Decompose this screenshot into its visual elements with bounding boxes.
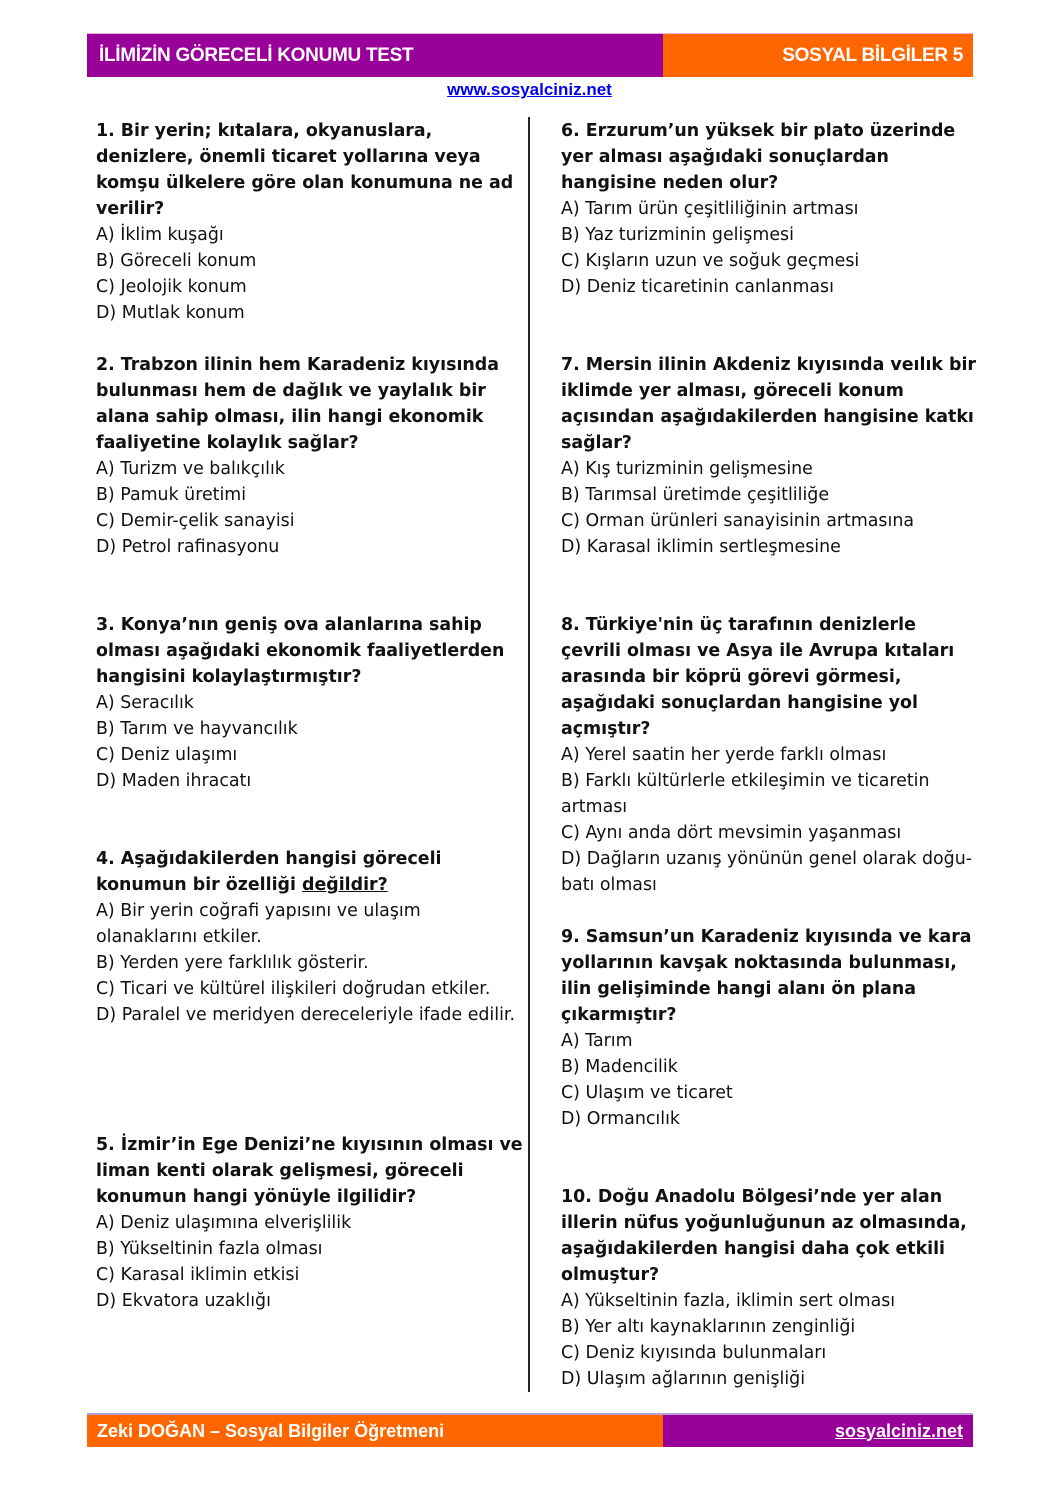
test-title: İLİMİZİN GÖRECELİ KONUMU TEST	[87, 34, 663, 77]
option-c[interactable]: C) Ulaşım ve ticaret	[561, 1083, 733, 1103]
option-a[interactable]: A) Tarım ürün çeşitliliğinin artması	[561, 199, 859, 219]
option-d[interactable]: D) Ekvatora uzaklığı	[96, 1291, 271, 1311]
footer-bar	[87, 1413, 973, 1447]
option-d[interactable]: D) Maden ihracatı	[96, 771, 252, 791]
option-c[interactable]: C) Jeolojik konum	[96, 277, 247, 297]
option-c[interactable]: C) Ticari ve kültürel ilişkileri doğrudan etkiler.	[96, 979, 491, 999]
question-stem: 6. Erzurum’un yüksek bir plato üzerinde yer alması aşağıdaki sonuçlardan hangisine neden olur?	[561, 121, 956, 193]
question-stem: 10. Doğu Anadolu Bölgesi’nde yer alan illerin nüfus yoğunluğunun az olmasında, aşağıdakilerden hangisi daha çok etkili olmuştur?	[561, 1187, 967, 1285]
option-d[interactable]: D) Mutlak konum	[96, 303, 245, 323]
footer-site-container	[663, 1415, 973, 1447]
option-b[interactable]: B) Pamuk üretimi	[96, 485, 247, 505]
question-8	[561, 612, 976, 898]
option-d[interactable]: D) Paralel ve meridyen dereceleriyle ifade edilir.	[96, 1005, 516, 1025]
option-b[interactable]: B) Tarımsal üretimde çeşitliliğe	[561, 485, 830, 505]
question-stem: 8. Türkiye'nin üç tarafının denizlerle çevrili olması ve Asya ile Avrupa kıtaları arasında bir köprü görevi görmesi, aşağıdaki sonuçlardan hangisine yol açmıştır?	[561, 615, 955, 739]
option-a[interactable]: A) Seracılık	[96, 693, 194, 713]
question-5	[96, 1132, 526, 1314]
option-a[interactable]: A) Yükseltinin fazla, iklimin sert olması	[561, 1291, 896, 1311]
option-a[interactable]: A) Bir yerin coğrafi yapısını ve ulaşım olanaklarını etkiler.	[96, 901, 421, 947]
option-a[interactable]: A) Turizm ve balıkçılık	[96, 459, 285, 479]
option-b[interactable]: B) Yerden yere farklılık gösterir.	[96, 953, 369, 973]
option-c[interactable]: C) Deniz ulaşımı	[96, 745, 238, 765]
question-6	[561, 118, 976, 300]
option-b[interactable]: B) Göreceli konum	[96, 251, 257, 271]
column-divider	[528, 117, 530, 1392]
site-link-container	[0, 80, 1059, 100]
option-a[interactable]: A) Deniz ulaşımına elverişlilik	[96, 1213, 352, 1233]
question-stem: 3. Konya’nın geniş ova alanlarına sahip olması aşağıdaki ekonomik faaliyetlerden hangisini kolaylaştırmıştır?	[96, 615, 505, 687]
header-bar	[87, 33, 973, 77]
option-c[interactable]: C) Aynı anda dört mevsimin yaşanması	[561, 823, 902, 843]
site-link[interactable]: www.sosyalciniz.net	[447, 80, 612, 99]
question-1	[96, 118, 526, 326]
question-4	[96, 846, 526, 1028]
option-b[interactable]: B) Farklı kültürlerle etkileşimin ve ticaretin artması	[561, 771, 930, 817]
option-a[interactable]: A) Yerel saatin her yerde farklı olması	[561, 745, 887, 765]
footer-site-link[interactable]: sosyalciniz.net	[834, 1420, 963, 1441]
question-stem: 7. Mersin ilinin Akdeniz kıyısında veılık bir iklimde yer alması, göreceli konum açısından aşağıdakilerden hangisine katkı sağlar?	[561, 355, 977, 453]
option-a[interactable]: A) Tarım	[561, 1031, 633, 1051]
option-c[interactable]: C) Demir-çelik sanayisi	[96, 511, 295, 531]
option-c[interactable]: C) Kışların uzun ve soğuk geçmesi	[561, 251, 860, 271]
option-d[interactable]: D) Karasal iklimin sertleşmesine	[561, 537, 841, 557]
author-label: Zeki DOĞAN – Sosyal Bilgiler Öğretmeni	[87, 1415, 663, 1447]
question-stem: 2. Trabzon ilinin hem Karadeniz kıyısında bulunması hem de dağlık ve yaylalık bir alana sahip olması, ilin hangi ekonomik faaliyetine kolaylık sağlar?	[96, 355, 499, 453]
option-b[interactable]: B) Madencilik	[561, 1057, 678, 1077]
option-a[interactable]: A) Kış turizminin gelişmesine	[561, 459, 813, 479]
option-c[interactable]: C) Karasal iklimin etkisi	[96, 1265, 300, 1285]
question-3	[96, 612, 526, 794]
option-d[interactable]: D) Petrol rafinasyonu	[96, 537, 280, 557]
subject-label: SOSYAL BİLGİLER 5	[663, 34, 973, 77]
question-stem: 1. Bir yerin; kıtalara, okyanuslara, denizlere, önemli ticaret yollarına veya komşu ülkelere göre olan konumuna ne ad verilir?	[96, 121, 514, 219]
option-b[interactable]: B) Yaz turizminin gelişmesi	[561, 225, 794, 245]
question-stem-text: 4. Aşağıdakilerden hangisi göreceli konumun bir özelliği	[96, 849, 442, 895]
question-stem	[96, 846, 526, 898]
question-stem: 5. İzmir’in Ege Denizi’ne kıyısının olması ve liman kenti olarak gelişmesi, göreceli konumun hangi yönüyle ilgilidir?	[96, 1135, 523, 1207]
question-2	[96, 352, 526, 560]
option-d[interactable]: D) Ormancılık	[561, 1109, 680, 1129]
question-7	[561, 352, 976, 560]
question-10	[561, 1184, 976, 1392]
option-d[interactable]: D) Deniz ticaretinin canlanması	[561, 277, 834, 297]
option-b[interactable]: B) Tarım ve hayvancılık	[96, 719, 298, 739]
question-stem-emphasis: değildir?	[302, 875, 388, 895]
option-c[interactable]: C) Deniz kıyısında bulunmaları	[561, 1343, 827, 1363]
option-d[interactable]: D) Dağların uzanış yönünün genel olarak doğu-batı olması	[561, 849, 972, 895]
option-b[interactable]: B) Yer altı kaynaklarının zenginliği	[561, 1317, 856, 1337]
question-9	[561, 924, 976, 1132]
option-a[interactable]: A) İklim kuşağı	[96, 225, 224, 245]
option-c[interactable]: C) Orman ürünleri sanayisinin artmasına	[561, 511, 915, 531]
question-stem: 9. Samsun’un Karadeniz kıyısında ve kara yollarının kavşak noktasında bulunması, ilin gelişiminde hangi alanı ön plana çıkarmıştır?	[561, 927, 972, 1025]
option-b[interactable]: B) Yükseltinin fazla olması	[96, 1239, 323, 1259]
option-d[interactable]: D) Ulaşım ağlarının genişliği	[561, 1369, 806, 1389]
